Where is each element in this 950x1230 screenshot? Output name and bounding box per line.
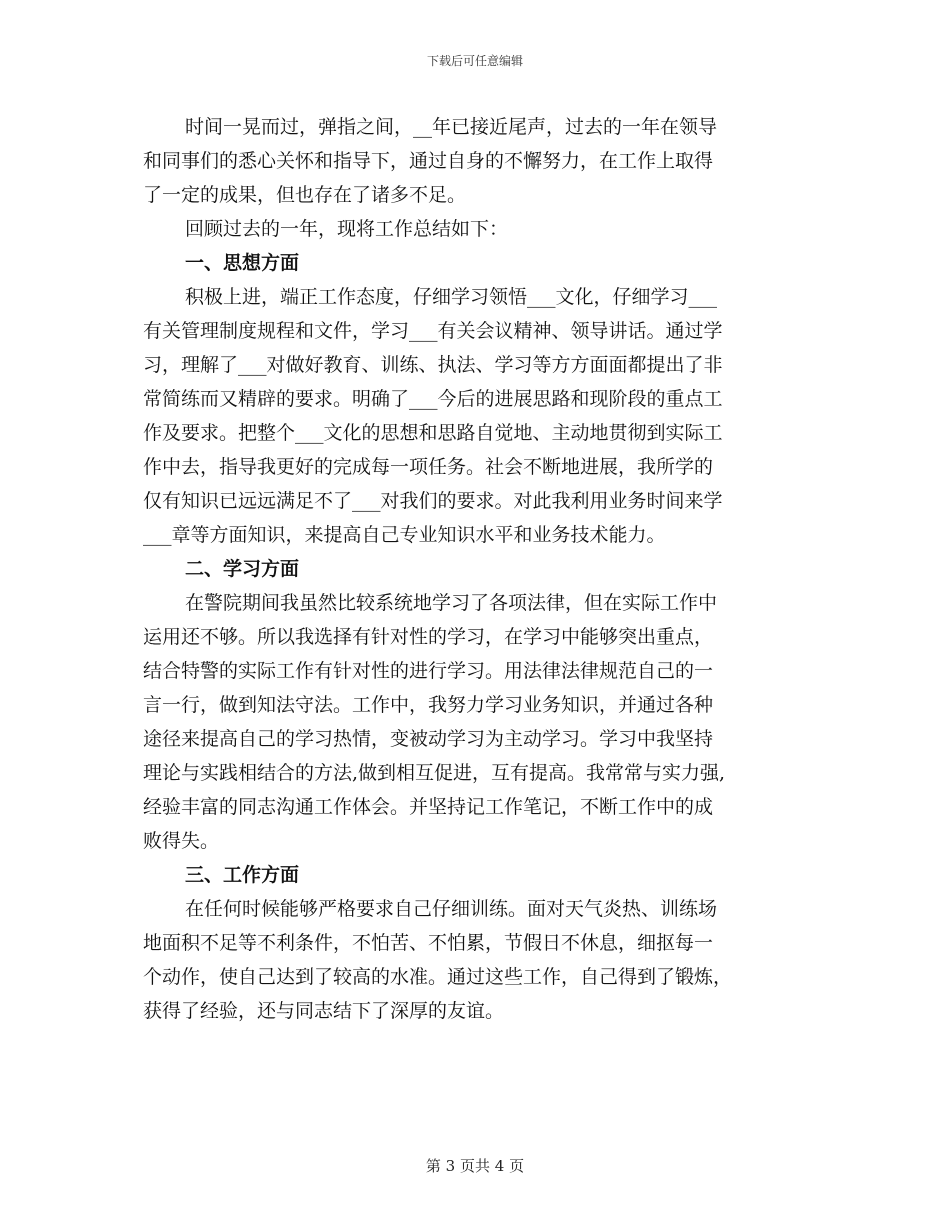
text-line: 运用还不够。所以我选择有针对性的学习，在学习中能够突出重点，	[143, 626, 714, 648]
text-line: 了一定的成果，但也存在了诸多不足。	[143, 184, 467, 206]
text-line: 仅有知识已远远满足不了___对我们的要求。对此我利用业务时间来学	[143, 490, 723, 512]
text-line: 有关管理制度规程和文件，学习___有关会议精神、领导讲话。通过学	[143, 320, 723, 342]
page-header: 下载后可任意编辑	[426, 54, 523, 68]
page-footer: 第 3 页共 4 页	[425, 1157, 525, 1175]
text-line: 在警院期间我虽然比较系统地学习了各项法律，但在实际工作中	[185, 592, 718, 614]
text-line: 地面积不足等不利条件，不怕苦、不怕累，节假日不休息，细抠每一	[143, 932, 714, 954]
text-line: 和同事们的悉心关怀和指导下，通过自身的不懈努力，在工作上取得	[143, 150, 714, 172]
text-line: 获得了经验，还与同志结下了深厚的友谊。	[143, 1000, 505, 1022]
text-line: 途径来提高自己的学习热情，变被动学习为主动学习。学习中我坚持	[143, 728, 714, 750]
document-body	[143, 110, 808, 1028]
text-line: 习，理解了___对做好教育、训练、执法、学习等方方面面都提出了非	[143, 354, 723, 376]
text-line: 言一行，做到知法守法。工作中，我努力学习业务知识，并通过各种	[143, 694, 714, 716]
text-line: 理论与实践相结合的方法,做到相互促进，互有提高。我常常与实力强,	[143, 762, 726, 784]
text-line: 个动作，使自己达到了较高的水准。通过这些工作，自己得到了锻炼，	[143, 966, 733, 988]
section-heading: 三、工作方面	[185, 864, 300, 886]
text-line: 积极上进，端正工作态度，仔细学习领悟___文化，仔细学习___	[185, 286, 718, 308]
text-line: 作及要求。把整个___文化的思想和思路自觉地、主动地贯彻到实际工	[143, 422, 723, 444]
section-heading: 二、学习方面	[185, 558, 300, 580]
text-line: 在任何时候能够严格要求自己仔细训练。面对天气炎热、训练场	[185, 898, 718, 920]
text-line: ___章等方面知识，来提高自己专业知识水平和业务技术能力。	[143, 524, 666, 546]
text-line: 作中去，指导我更好的完成每一项任务。社会不断地进展，我所学的	[143, 456, 714, 478]
text-line: 败得失。	[143, 830, 220, 852]
text-line: 经验丰富的同志沟通工作体会。并坚持记工作笔记，不断工作中的成	[143, 796, 714, 818]
text-line: 回顾过去的一年，现将工作总结如下：	[185, 218, 509, 240]
section-heading: 一、思想方面	[185, 252, 300, 274]
text-line: 常简练而又精辟的要求。明确了___今后的进展思路和现阶段的重点工	[143, 388, 723, 410]
text-line: 时间一晃而过，弹指之间，__年已接近尾声，过去的一年在领导	[185, 116, 718, 138]
text-line: 结合特警的实际工作有针对性的进行学习。用法律法律规范自己的一	[143, 660, 714, 682]
